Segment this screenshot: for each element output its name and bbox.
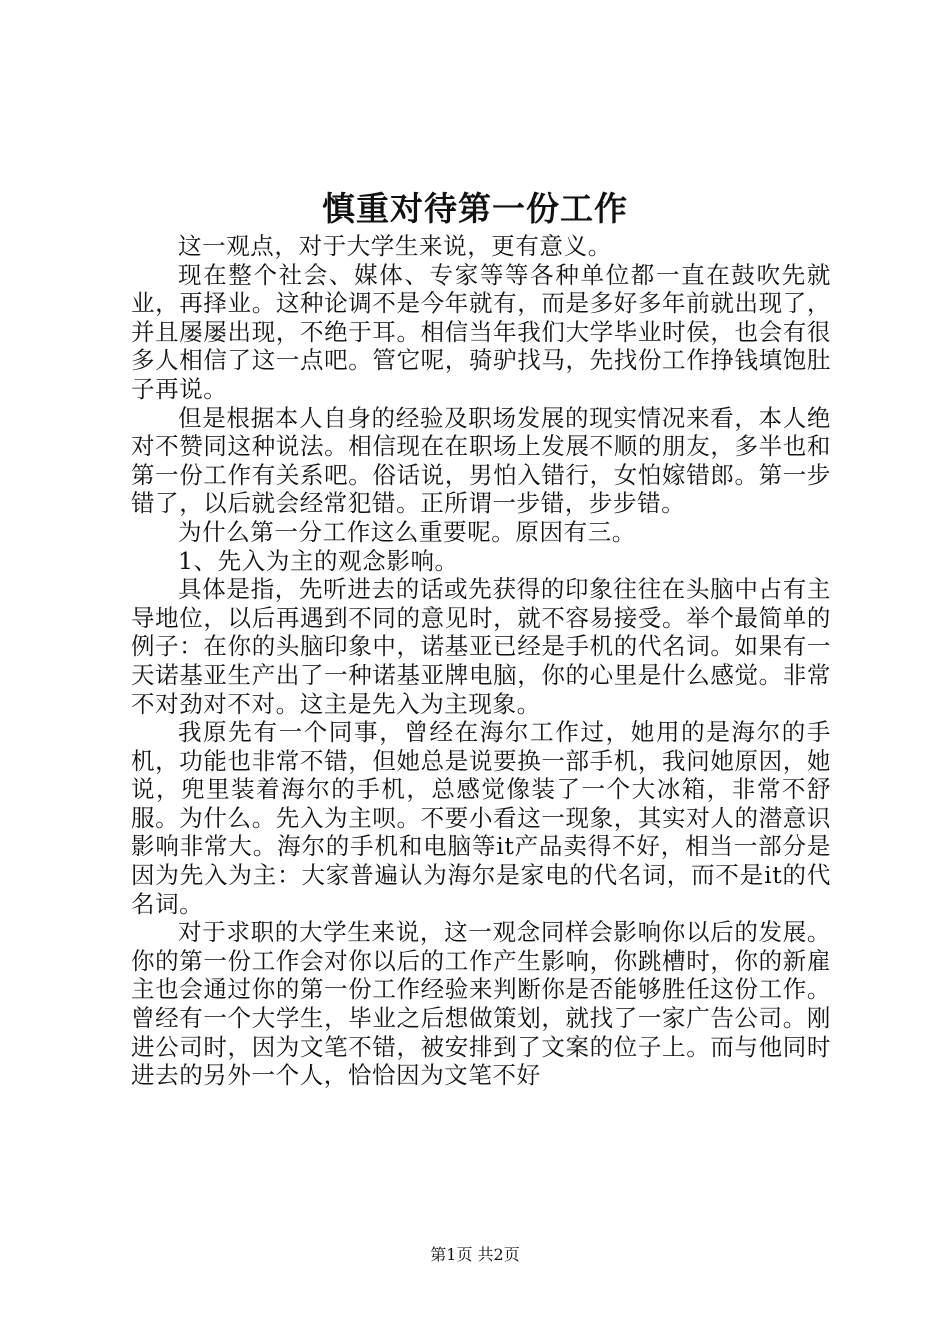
document-body xyxy=(131,232,831,1090)
paragraph: 具体是指，先听进去的话或先获得的印象往往在头脑中占有主导地位，以后再遇到不同的意见时，就不容易接受。举个最简单的例子：在你的头脑印象中，诺基亚已经是手机的代名词。如果有一天诺基亚生产出了一种诺基亚牌电脑，你的心里是什么感觉。非常不对劲对不对。这主是先入为主现象。 xyxy=(131,575,831,718)
paragraph: 我原先有一个同事，曾经在海尔工作过，她用的是海尔的手机，功能也非常不错，但她总是说要换一部手机，我问她原因，她说，兜里装着海尔的手机，总感觉像装了一个大冰箱，非常不舒服。为什么。先入为主呗。不要小看这一现象，其实对人的潜意识影响非常大。海尔的手机和电脑等it产品卖得不好，相当一部分是因为先入为主：大家普遍认为海尔是家电的代名词，而不是it的代名词。 xyxy=(131,718,831,918)
paragraph: 为什么第一分工作这么重要呢。原因有三。 xyxy=(178,517,636,546)
page-title: 慎重对待第一份工作 xyxy=(322,189,628,228)
page-footer: 第1页 共2页 xyxy=(430,1245,520,1264)
paragraph: 1、先入为主的观念影响。 xyxy=(178,546,459,575)
paragraph: 对于求职的大学生来说，这一观念同样会影响你以后的发展。你的第一份工作会对你以后的工作产生影响，你跳槽时，你的新雇主也会通过你的第一份工作经验来判断你是否能够胜任这份工作。曾经有一个大学生，毕业之后想做策划，就找了一家广告公司。刚进公司时，因为文笔不错，被安排到了文案的位子上。而与他同时进去的另外一个人，恰恰因为文笔不好 xyxy=(131,918,831,1090)
paragraph: 现在整个社会、媒体、专家等等各种单位都一直在鼓吹先就业，再择业。这种论调不是今年就有，而是多好多年前就出现了，并且屡屡出现，不绝于耳。相信当年我们大学毕业时侯，也会有很多人相信了这一点吧。管它呢，骑驴找马，先找份工作挣钱填饱肚子再说。 xyxy=(131,260,831,403)
paragraph: 这一观点，对于大学生来说，更有意义。 xyxy=(178,232,612,260)
paragraph: 但是根据本人自身的经验及职场发展的现实情况来看，本人绝对不赞同这种说法。相信现在在职场上发展不顺的朋友，多半也和第一份工作有关系吧。俗话说，男怕入错行，女怕嫁错郎。第一步错了，以后就会经常犯错。正所谓一步错，步步错。 xyxy=(131,403,831,518)
